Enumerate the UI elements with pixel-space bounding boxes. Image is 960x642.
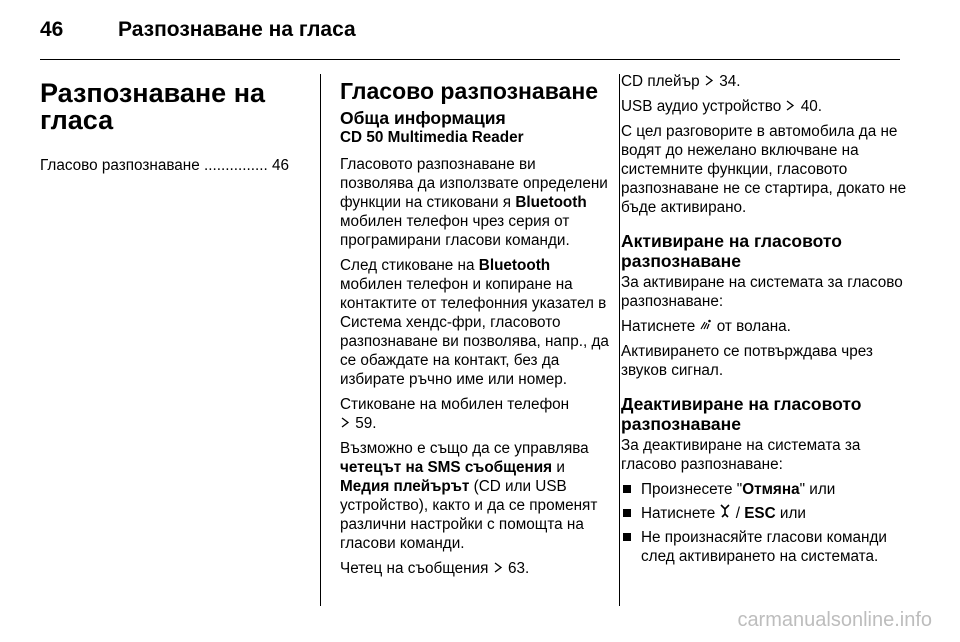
page-ref[interactable]: 59. — [355, 415, 377, 432]
page-ref[interactable]: 63. — [507, 560, 530, 577]
paragraph — [621, 97, 916, 116]
text: (CD или USB устройство), както и да се променят различни настройки с помощта на гласови команди. — [340, 478, 598, 552]
section-heading: Гласово разпознаване — [340, 78, 599, 104]
text: " или — [799, 481, 836, 498]
text: мобилен телефон и копиране на контактите от телефонния указател в Система хендс-фри, гласовото разпознаване ви позволява, напр., да се обаждате на контакт, без да избирате ръчно име или номер. — [340, 276, 609, 388]
bold-term: Медия плейърът — [340, 478, 470, 495]
bold-term: четецът на SMS съобщения — [340, 459, 553, 476]
page-ref[interactable]: 34. — [719, 73, 741, 90]
text: Възможно е също да се управлява — [340, 440, 589, 457]
header-title: Разпознаване на гласа — [118, 18, 356, 41]
paragraph — [340, 155, 610, 250]
page-ref-arrow-icon — [493, 559, 504, 578]
header-rule — [40, 59, 900, 60]
page-number: 46 — [40, 18, 64, 41]
bold-term: Bluetooth — [478, 257, 551, 274]
chapter-column — [40, 72, 308, 175]
text: Натиснете — [641, 505, 720, 522]
text: Четец на съобщения — [340, 560, 489, 577]
paragraph: За активиране на системата за гласово разпознаване: — [621, 274, 903, 310]
page-ref-arrow-icon — [785, 97, 796, 116]
list-item — [621, 480, 916, 499]
text: и — [552, 459, 565, 476]
main-column — [340, 72, 610, 584]
text: Гласовото разпознаване ви позволява да използвате определени функции на стиковани я — [340, 156, 608, 211]
toc-entry-text: Гласово разпознаване ............... — [40, 157, 268, 174]
paragraph — [340, 559, 610, 578]
text: След стиковане на — [340, 257, 479, 274]
end-call-icon — [719, 504, 731, 523]
toc-entry-page: 46 — [272, 157, 290, 174]
paragraph — [621, 317, 916, 336]
bold-term: Отмяна — [742, 481, 800, 498]
text: / — [731, 505, 745, 522]
right-column — [621, 72, 916, 571]
paragraph — [340, 395, 610, 433]
bullet-icon — [623, 533, 631, 541]
text: CD плейър — [621, 73, 700, 90]
page-header — [40, 18, 920, 48]
text: Стиковане на мобилен телефон — [340, 396, 570, 413]
paragraph: За деактивиране на системата за гласово разпознаване: — [621, 437, 861, 473]
chapter-title-line2: гласа — [40, 105, 114, 135]
paragraph: Активирането се потвърждава чрез звуков сигнал. — [621, 343, 873, 379]
text: мобилен телефон чрез серия от програмирани гласови команди. — [340, 213, 570, 249]
page-ref-arrow-icon — [704, 72, 715, 91]
activate-heading: Активиране на гласовото разпознаване — [621, 231, 842, 271]
column-divider-2 — [619, 74, 620, 606]
deactivate-heading: Деактивиране на гласовото разпознаване — [621, 394, 862, 434]
text: Произнесете " — [641, 481, 743, 498]
bold-term: Bluetooth — [515, 194, 587, 211]
toc-entry[interactable] — [40, 156, 308, 175]
paragraph — [621, 72, 916, 91]
text: USB аудио устройство — [621, 98, 782, 115]
voice-command-icon — [699, 317, 712, 336]
list-item — [621, 504, 916, 523]
page-ref[interactable]: 40. — [800, 98, 822, 115]
text: Не произнасяйте гласови команди след активирането на системата. — [641, 529, 887, 565]
subsection-heading: Обща информация — [340, 108, 506, 128]
model-label: CD 50 Multimedia Reader — [340, 129, 524, 146]
text: или — [775, 505, 806, 522]
bullet-icon — [623, 485, 631, 493]
paragraph — [340, 256, 610, 389]
paragraph: С цел разговорите в автомобила да не водят до нежелано включване на системните функции, гласовото разпознаване не се стартира, докато не бъде активирано. — [621, 123, 907, 216]
list-item — [621, 528, 916, 566]
bold-term: ESC — [744, 505, 776, 522]
text: от волана. — [712, 318, 791, 335]
chapter-title — [40, 80, 308, 134]
bullet-icon — [623, 509, 631, 517]
watermark: carmanualsonline.info — [737, 609, 932, 631]
chapter-title-line1: Разпознаване на — [40, 78, 266, 108]
text: Натиснете — [621, 318, 700, 335]
column-divider-1 — [320, 74, 321, 606]
page-ref-arrow-icon — [340, 414, 351, 433]
paragraph — [340, 439, 610, 553]
